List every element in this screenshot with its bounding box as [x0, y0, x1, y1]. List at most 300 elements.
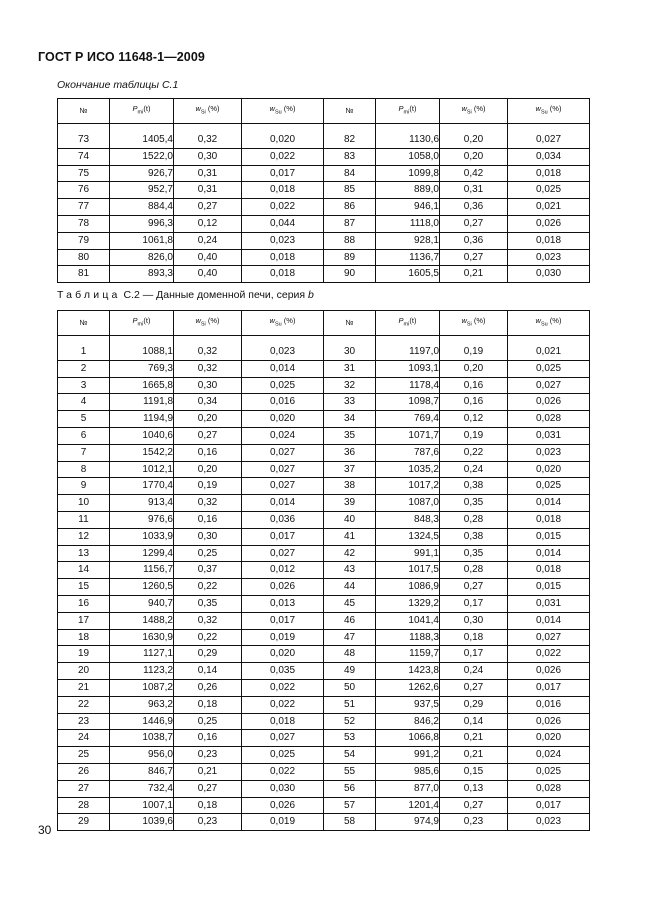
- table-cell: 0,20: [174, 461, 242, 478]
- table-row: [58, 411, 590, 428]
- table-row: [58, 780, 590, 797]
- table-cell: 0,017: [508, 797, 590, 814]
- table-cell: 0,27: [440, 249, 508, 266]
- table-cell: 29: [58, 814, 110, 831]
- table-cell: 769,4: [376, 411, 440, 428]
- table-cell: 1088,1: [110, 344, 174, 360]
- table-cell: 0,013: [242, 595, 324, 612]
- table-cell: 0,026: [242, 797, 324, 814]
- table-cell: 1035,2: [376, 461, 440, 478]
- table-cell: 30: [324, 344, 376, 360]
- table-row: [58, 148, 590, 165]
- table-cell: 0,19: [174, 478, 242, 495]
- table-cell: 0,35: [174, 595, 242, 612]
- table-cell: 58: [324, 814, 376, 831]
- table-cell: 0,020: [508, 730, 590, 747]
- table-cell: 884,4: [110, 199, 174, 216]
- table-cell: 1: [58, 344, 110, 360]
- table-cell: 0,16: [440, 377, 508, 394]
- table-cell: 0,023: [508, 249, 590, 266]
- table2-col-header: №: [58, 311, 110, 336]
- table-cell: 0,023: [242, 232, 324, 249]
- table-cell: 47: [324, 629, 376, 646]
- table-cell: 25: [58, 747, 110, 764]
- table-cell: 1071,7: [376, 427, 440, 444]
- table-cell: 0,023: [508, 814, 590, 831]
- table-cell: 0,14: [174, 663, 242, 680]
- table-cell: 5: [58, 411, 110, 428]
- table-row: [58, 511, 590, 528]
- table-cell: 57: [324, 797, 376, 814]
- table-cell: 0,020: [242, 411, 324, 428]
- table-cell: 1130,6: [376, 132, 440, 148]
- table-cell: 14: [58, 562, 110, 579]
- table-row: [58, 215, 590, 232]
- table-cell: 0,036: [242, 511, 324, 528]
- table-cell: 0,18: [174, 696, 242, 713]
- table-cell: 0,025: [508, 478, 590, 495]
- table-cell: 41: [324, 528, 376, 545]
- table-row: [58, 797, 590, 814]
- table-cell: 0,21: [174, 763, 242, 780]
- table-cell: 0,027: [508, 629, 590, 646]
- table-cell: 0,32: [174, 344, 242, 360]
- table-cell: 0,36: [440, 199, 508, 216]
- table-cell: 0,38: [440, 478, 508, 495]
- table-cell: 12: [58, 528, 110, 545]
- table-cell: 50: [324, 679, 376, 696]
- table-cell: 1159,7: [376, 646, 440, 663]
- table-cell: 0,30: [174, 377, 242, 394]
- table-cell: 1041,4: [376, 612, 440, 629]
- table2-caption: [57, 289, 314, 301]
- table2-col-header: $w_{Su}$ (%): [508, 311, 590, 336]
- table-cell: 88: [324, 232, 376, 249]
- table-row: [58, 814, 590, 831]
- table-cell: 0,014: [508, 495, 590, 512]
- table-cell: 0,27: [174, 427, 242, 444]
- table-cell: 0,27: [174, 199, 242, 216]
- table-cell: 946,1: [376, 199, 440, 216]
- table-cell: 49: [324, 663, 376, 680]
- table-cell: 0,15: [440, 763, 508, 780]
- table-cell: 1066,8: [376, 730, 440, 747]
- table-cell: 0,025: [242, 747, 324, 764]
- table-cell: 976,6: [110, 511, 174, 528]
- table-cell: 4: [58, 394, 110, 411]
- table-cell: 0,025: [508, 763, 590, 780]
- table-cell: 89: [324, 249, 376, 266]
- table-cell: 0,026: [508, 215, 590, 232]
- table-cell: 0,20: [440, 148, 508, 165]
- table-cell: 0,20: [440, 360, 508, 377]
- table-cell: 0,42: [440, 165, 508, 182]
- table-cell: 0,022: [242, 696, 324, 713]
- table2-caption-series: b: [308, 289, 314, 301]
- table-cell: 0,014: [508, 545, 590, 562]
- table-cell: 1324,5: [376, 528, 440, 545]
- table-cell: 991,2: [376, 747, 440, 764]
- table-cell: 77: [58, 199, 110, 216]
- table-cell: 0,26: [174, 679, 242, 696]
- table-cell: 87: [324, 215, 376, 232]
- table-row: [58, 132, 590, 148]
- table-cell: 1605,5: [376, 266, 440, 283]
- table-cell: 974,9: [376, 814, 440, 831]
- table-cell: 0,23: [174, 747, 242, 764]
- table-cell: 0,13: [440, 780, 508, 797]
- table-cell: 0,32: [174, 360, 242, 377]
- table-cell: 1194,9: [110, 411, 174, 428]
- table-row: [58, 579, 590, 596]
- table-cell: 1033,9: [110, 528, 174, 545]
- table-cell: 28: [58, 797, 110, 814]
- table-cell: 1188,3: [376, 629, 440, 646]
- table-cell: 0,030: [242, 780, 324, 797]
- table-cell: 1136,7: [376, 249, 440, 266]
- table-cell: 0,014: [242, 495, 324, 512]
- document-code: ГОСТ Р ИСО 11648-1—2009: [38, 50, 205, 64]
- table2-caption-label: Таблица: [57, 289, 121, 301]
- table-cell: 0,027: [242, 461, 324, 478]
- table-row: [58, 595, 590, 612]
- table-row: [58, 199, 590, 216]
- table-cell: 36: [324, 444, 376, 461]
- table-cell: 26: [58, 763, 110, 780]
- table-cell: 0,34: [174, 394, 242, 411]
- table-cell: 1770,4: [110, 478, 174, 495]
- table-row: [58, 747, 590, 764]
- table-cell: 8: [58, 461, 110, 478]
- table-cell: 0,017: [242, 165, 324, 182]
- table-cell: 0,40: [174, 266, 242, 283]
- table-row: [58, 629, 590, 646]
- table-cell: 0,27: [174, 780, 242, 797]
- table-row: [58, 427, 590, 444]
- table-cell: 37: [324, 461, 376, 478]
- table-cell: 848,3: [376, 511, 440, 528]
- table-cell: 0,021: [508, 199, 590, 216]
- table-cell: 913,4: [110, 495, 174, 512]
- table-row: [58, 528, 590, 545]
- table1-col-header: $w_{Si}$ (%): [174, 99, 242, 124]
- table-cell: 19: [58, 646, 110, 663]
- table-cell: 6: [58, 427, 110, 444]
- table1-col-header: $P_{mi}(t)$: [376, 99, 440, 124]
- table-cell: 9: [58, 478, 110, 495]
- table-cell: 893,3: [110, 266, 174, 283]
- table-cell: 0,16: [174, 730, 242, 747]
- table2-col-header: $P_{mi}(t)$: [376, 311, 440, 336]
- table-cell: 0,018: [508, 232, 590, 249]
- table-cell: 22: [58, 696, 110, 713]
- table-row: [58, 646, 590, 663]
- table-cell: 0,31: [440, 182, 508, 199]
- table-cell: 0,030: [508, 266, 590, 283]
- table-cell: 0,12: [174, 215, 242, 232]
- table-cell: 32: [324, 377, 376, 394]
- table-cell: 0,31: [174, 165, 242, 182]
- table-row: [58, 545, 590, 562]
- table-row: [58, 377, 590, 394]
- table-cell: 0,017: [242, 612, 324, 629]
- table2-col-header: $w_{Si}$ (%): [440, 311, 508, 336]
- table-cell: 53: [324, 730, 376, 747]
- table-cell: 0,017: [242, 528, 324, 545]
- table-cell: 1038,7: [110, 730, 174, 747]
- table-cell: 1118,0: [376, 215, 440, 232]
- table-cell: 1542,2: [110, 444, 174, 461]
- table-cell: 0,36: [440, 232, 508, 249]
- table-cell: 0,022: [242, 763, 324, 780]
- table-row: [58, 394, 590, 411]
- table-cell: 0,28: [440, 562, 508, 579]
- table-cell: 0,012: [242, 562, 324, 579]
- table-cell: 0,18: [174, 797, 242, 814]
- table-cell: 1197,0: [376, 344, 440, 360]
- table-cell: 1329,2: [376, 595, 440, 612]
- table-cell: 1098,7: [376, 394, 440, 411]
- table-cell: 0,17: [440, 595, 508, 612]
- table-cell: 732,4: [110, 780, 174, 797]
- table-cell: 1665,8: [110, 377, 174, 394]
- table-cell: 1522,0: [110, 148, 174, 165]
- table-cell: 996,3: [110, 215, 174, 232]
- table-cell: 0,30: [174, 528, 242, 545]
- table-row: [58, 182, 590, 199]
- table-row: [58, 360, 590, 377]
- table-cell: 985,6: [376, 763, 440, 780]
- table-cell: 2: [58, 360, 110, 377]
- table-cell: 0,020: [242, 646, 324, 663]
- table-cell: 0,24: [174, 232, 242, 249]
- table-cell: 1201,4: [376, 797, 440, 814]
- table-cell: 0,19: [440, 344, 508, 360]
- table-cell: 20: [58, 663, 110, 680]
- table-cell: 0,22: [174, 629, 242, 646]
- table-cell: 1156,7: [110, 562, 174, 579]
- table-cell: 10: [58, 495, 110, 512]
- table-cell: 78: [58, 215, 110, 232]
- table-cell: 937,5: [376, 696, 440, 713]
- table-cell: 787,6: [376, 444, 440, 461]
- table-row: [58, 478, 590, 495]
- table-cell: 0,027: [242, 545, 324, 562]
- table-cell: 1423,8: [376, 663, 440, 680]
- table-cell: 13: [58, 545, 110, 562]
- table-cell: 0,21: [440, 730, 508, 747]
- table-cell: 0,028: [508, 411, 590, 428]
- table-cell: 0,035: [242, 663, 324, 680]
- table-cell: 0,025: [508, 182, 590, 199]
- table-cell: 52: [324, 713, 376, 730]
- table-cell: 0,014: [242, 360, 324, 377]
- table-cell: 0,027: [508, 377, 590, 394]
- table-row: [58, 679, 590, 696]
- table-cell: 0,024: [242, 427, 324, 444]
- table-cell: 0,026: [242, 579, 324, 596]
- table-cell: 0,16: [174, 511, 242, 528]
- table-cell: 80: [58, 249, 110, 266]
- table-cell: 0,23: [440, 814, 508, 831]
- table-cell: 1017,2: [376, 478, 440, 495]
- table-cell: 940,7: [110, 595, 174, 612]
- table2-col-header: $P_{mi}(t)$: [110, 311, 174, 336]
- table-cell: 1007,1: [110, 797, 174, 814]
- table-cell: 34: [324, 411, 376, 428]
- table-cell: 0,35: [440, 545, 508, 562]
- table2-body: [58, 336, 590, 831]
- table-cell: 0,20: [440, 132, 508, 148]
- table-row: [58, 696, 590, 713]
- table-cell: 0,024: [508, 747, 590, 764]
- table-cell: 0,027: [242, 478, 324, 495]
- table-cell: 1178,4: [376, 377, 440, 394]
- table-cell: 0,22: [440, 444, 508, 461]
- table-cell: 1127,1: [110, 646, 174, 663]
- table-cell: 0,022: [242, 199, 324, 216]
- table-cell: 1086,9: [376, 579, 440, 596]
- table-cell: 0,023: [508, 444, 590, 461]
- table-cell: 27: [58, 780, 110, 797]
- table-cell: 0,026: [508, 394, 590, 411]
- table-spacer-row: [58, 336, 590, 345]
- table-cell: 0,027: [242, 444, 324, 461]
- table-cell: 21: [58, 679, 110, 696]
- table-row: [58, 165, 590, 182]
- page-number: 30: [38, 823, 52, 837]
- table-cell: 846,2: [376, 713, 440, 730]
- table-cell: 35: [324, 427, 376, 444]
- table-cell: 40: [324, 511, 376, 528]
- table-cell: 0,034: [508, 148, 590, 165]
- table-cell: 0,27: [440, 215, 508, 232]
- table-cell: 0,026: [508, 713, 590, 730]
- table1-col-header: $w_{Su}$ (%): [508, 99, 590, 124]
- table-cell: 86: [324, 199, 376, 216]
- table-cell: 1299,4: [110, 545, 174, 562]
- table-cell: 0,027: [508, 132, 590, 148]
- table-cell: 926,7: [110, 165, 174, 182]
- table-cell: 0,25: [174, 713, 242, 730]
- table-cell: 0,020: [508, 461, 590, 478]
- table-cell: 1017,5: [376, 562, 440, 579]
- table-cell: 928,1: [376, 232, 440, 249]
- table-spacer-row: [58, 124, 590, 133]
- table-cell: 44: [324, 579, 376, 596]
- table-cell: 56: [324, 780, 376, 797]
- table-cell: 1191,8: [110, 394, 174, 411]
- table-cell: 0,27: [440, 679, 508, 696]
- table-cell: 0,028: [508, 780, 590, 797]
- table-cell: 0,017: [508, 679, 590, 696]
- table1-caption: Окончание таблицы С.1: [57, 79, 179, 91]
- table-cell: 0,014: [508, 612, 590, 629]
- table-cell: 0,018: [242, 182, 324, 199]
- table-cell: 38: [324, 478, 376, 495]
- table2-caption-number: С.2: [123, 289, 140, 301]
- table-cell: 0,025: [508, 360, 590, 377]
- table-cell: 0,018: [242, 713, 324, 730]
- table-cell: 33: [324, 394, 376, 411]
- table-cell: 0,32: [174, 495, 242, 512]
- table-cell: 889,0: [376, 182, 440, 199]
- table-cell: 0,23: [174, 814, 242, 831]
- table-cell: 1040,6: [110, 427, 174, 444]
- table-cell: 0,044: [242, 215, 324, 232]
- table-cell: 0,32: [174, 132, 242, 148]
- table-cell: 11: [58, 511, 110, 528]
- table-cell: 0,16: [174, 444, 242, 461]
- table-cell: 1123,2: [110, 663, 174, 680]
- table-cell: 0,21: [440, 266, 508, 283]
- table-cell: 0,016: [508, 696, 590, 713]
- table-cell: 846,7: [110, 763, 174, 780]
- table-cell: 84: [324, 165, 376, 182]
- table-cell: 0,30: [174, 148, 242, 165]
- table1-col-header: №: [324, 99, 376, 124]
- table-cell: 877,0: [376, 780, 440, 797]
- table-cell: 0,015: [508, 528, 590, 545]
- table-cell: 0,020: [242, 132, 324, 148]
- table-cell: 0,37: [174, 562, 242, 579]
- table-cell: 991,1: [376, 545, 440, 562]
- table-cell: 1058,0: [376, 148, 440, 165]
- table-cell: 0,19: [440, 427, 508, 444]
- table-cell: 0,018: [508, 511, 590, 528]
- table-cell: 79: [58, 232, 110, 249]
- table-cell: 15: [58, 579, 110, 596]
- table-cell: 31: [324, 360, 376, 377]
- table-cell: 0,29: [174, 646, 242, 663]
- table-row: [58, 249, 590, 266]
- table-cell: 1012,1: [110, 461, 174, 478]
- table-cell: 1260,5: [110, 579, 174, 596]
- table-cell: 0,18: [440, 629, 508, 646]
- table-cell: 956,0: [110, 747, 174, 764]
- table-cell: 85: [324, 182, 376, 199]
- table-cell: 46: [324, 612, 376, 629]
- table-cell: 0,24: [440, 663, 508, 680]
- table-cell: 55: [324, 763, 376, 780]
- table1-col-header: №: [58, 99, 110, 124]
- table-cell: 0,015: [508, 579, 590, 596]
- table-cell: 0,35: [440, 495, 508, 512]
- table-row: [58, 562, 590, 579]
- table-row: [58, 266, 590, 283]
- table-cell: 0,30: [440, 612, 508, 629]
- table-cell: 0,16: [440, 394, 508, 411]
- table2-col-header: $w_{Si}$ (%): [174, 311, 242, 336]
- table-cell: 1488,2: [110, 612, 174, 629]
- table-cell: 0,022: [508, 646, 590, 663]
- table-cell: 81: [58, 266, 110, 283]
- table-row: [58, 344, 590, 360]
- table-cell: 1630,9: [110, 629, 174, 646]
- table2-header-row: [58, 311, 590, 336]
- table-cell: 16: [58, 595, 110, 612]
- table-cell: 0,031: [508, 595, 590, 612]
- table-row: [58, 663, 590, 680]
- table2-caption-text: — Данные доменной печи, серия: [142, 289, 306, 301]
- table-row: [58, 730, 590, 747]
- table-cell: 75: [58, 165, 110, 182]
- table-row: [58, 444, 590, 461]
- table-cell: 0,019: [242, 814, 324, 831]
- table-cell: 0,38: [440, 528, 508, 545]
- table-row: [58, 763, 590, 780]
- table-cell: 7: [58, 444, 110, 461]
